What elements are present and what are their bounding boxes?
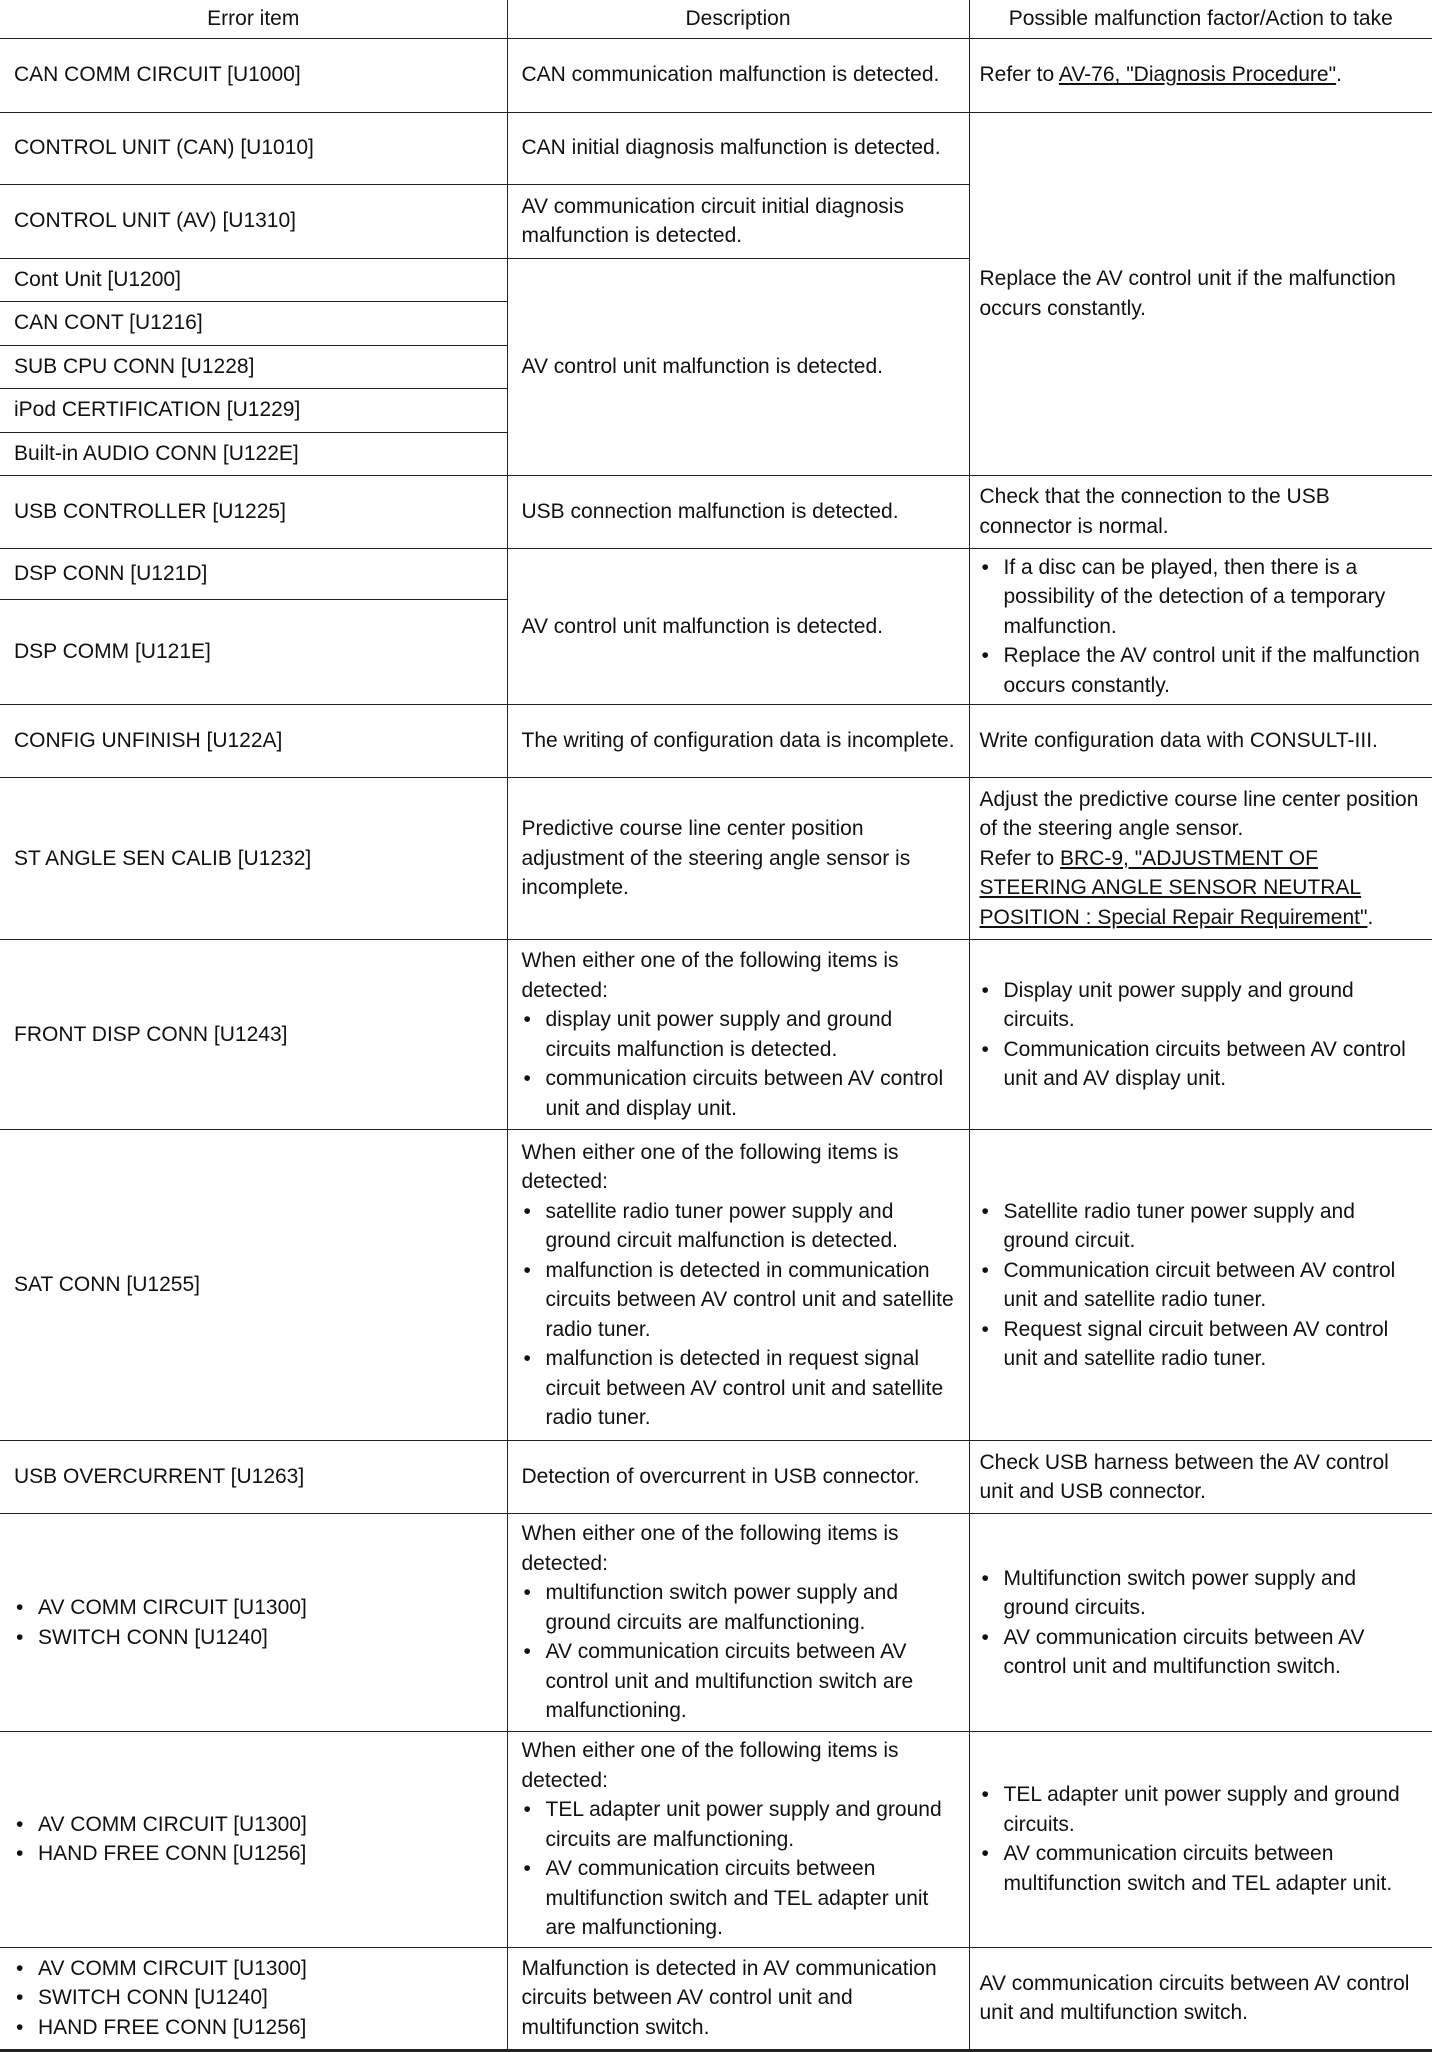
description-cell: Malfunction is detected in AV communication circuits between AV control unit and multifunction switch. — [507, 1947, 969, 2050]
error-item-cell: CONTROL UNIT (CAN) [U1010] — [0, 112, 507, 184]
error-item-cell: iPod CERTIFICATION [U1229] — [0, 388, 507, 432]
action-bullet-list — [980, 1780, 1427, 1898]
list-item: • satellite radio tuner power supply and ground circuit malfunction is detected. — [522, 1197, 963, 1256]
table-row — [0, 1130, 1432, 1441]
error-item-cell — [0, 1514, 507, 1732]
action-cell — [969, 1514, 1432, 1732]
list-item: • AV communication circuits between multifunction switch and TEL adapter unit are malfunctioning. — [522, 1854, 963, 1943]
list-item: • TEL adapter unit power supply and ground circuits. — [980, 1780, 1427, 1839]
table-row — [0, 38, 1432, 112]
table-row — [0, 940, 1432, 1130]
error-item-cell: Cont Unit [U1200] — [0, 258, 507, 301]
action-cell: AV communication circuits between AV control unit and multifunction switch. — [969, 1947, 1432, 2050]
description-cell — [507, 1732, 969, 1948]
description-cell — [507, 1130, 969, 1441]
action-bullet-list — [980, 976, 1427, 1094]
error-item-cell: USB CONTROLLER [U1225] — [0, 475, 507, 548]
table-row — [0, 112, 1432, 184]
list-item: • AV COMM CIRCUIT [U1300] — [14, 1810, 501, 1840]
table-row — [0, 778, 1432, 940]
error-item-bullet-list — [14, 1593, 501, 1652]
error-item-cell: DSP CONN [U121D] — [0, 548, 507, 600]
description-cell — [507, 1514, 969, 1732]
description-intro: When either one of the following items is detected: — [521, 949, 899, 1002]
error-item-cell: USB OVERCURRENT [U1263] — [0, 1441, 507, 1514]
description-bullet-list — [522, 1197, 963, 1433]
action-cell — [969, 1130, 1432, 1441]
list-item: • Communication circuit between AV control unit and satellite radio tuner. — [980, 1256, 1427, 1315]
action-cell: Write configuration data with CONSULT-III. — [969, 705, 1432, 778]
error-item-cell: DSP COMM [U121E] — [0, 600, 507, 705]
action-text: . — [1336, 63, 1342, 87]
list-item: • Communication circuits between AV control unit and AV display unit. — [980, 1035, 1427, 1094]
action-cell — [969, 778, 1432, 940]
description-cell: AV communication circuit initial diagnosis malfunction is detected. — [507, 184, 969, 258]
table-row — [0, 1947, 1432, 2050]
action-cell: Check USB harness between the AV control unit and USB connector. — [969, 1441, 1432, 1514]
error-item-cell: Built-in AUDIO CONN [U122E] — [0, 432, 507, 475]
error-item-cell: FRONT DISP CONN [U1243] — [0, 940, 507, 1130]
list-item: • HAND FREE CONN [U1256] — [14, 1839, 501, 1869]
header-description: Description — [507, 0, 969, 38]
error-item-bullet-list — [14, 1810, 501, 1869]
list-item: • Request signal circuit between AV control unit and satellite radio tuner. — [980, 1315, 1427, 1374]
error-item-cell: CAN CONT [U1216] — [0, 301, 507, 345]
header-row — [0, 0, 1432, 38]
error-item-cell: SUB CPU CONN [U1228] — [0, 345, 507, 388]
error-item-cell: CONTROL UNIT (AV) [U1310] — [0, 184, 507, 258]
action-cell — [969, 1732, 1432, 1948]
description-cell: USB connection malfunction is detected. — [507, 475, 969, 548]
list-item: • malfunction is detected in request signal circuit between AV control unit and satellite radio tuner. — [522, 1344, 963, 1433]
description-cell: Predictive course line center position adjustment of the steering angle sensor is incomplete. — [507, 778, 969, 940]
action-text: Refer to — [979, 846, 1061, 870]
description-cell: The writing of configuration data is incomplete. — [507, 705, 969, 778]
error-item-bullet-list — [14, 1954, 501, 2043]
action-bullet-list — [980, 553, 1427, 701]
list-item: • communication circuits between AV control unit and display unit. — [522, 1064, 963, 1123]
reference-link[interactable]: BRC-9, "ADJUSTMENT OF STEERING ANGLE SENSOR NEUTRAL POSITION : Special Repair Requirement" — [979, 846, 1368, 929]
action-text: Adjust the predictive course line center position of the steering angle sensor. — [979, 787, 1419, 841]
description-intro: When either one of the following items is detected: — [521, 1739, 899, 1792]
table-row — [0, 1441, 1432, 1514]
list-item: • multifunction switch power supply and ground circuits are malfunctioning. — [522, 1578, 963, 1637]
action-text: . — [1367, 905, 1374, 929]
description-cell: AV control unit malfunction is detected. — [507, 258, 969, 475]
header-action: Possible malfunction factor/Action to take — [969, 0, 1432, 38]
list-item: • AV communication circuits between AV control unit and multifunction switch are malfunctioning. — [522, 1637, 963, 1726]
list-item: • Satellite radio tuner power supply and ground circuit. — [980, 1197, 1427, 1256]
description-bullet-list — [522, 1005, 963, 1123]
list-item: • AV communication circuits between AV control unit and multifunction switch. — [980, 1623, 1427, 1682]
list-item: • Replace the AV control unit if the malfunction occurs constantly. — [980, 641, 1427, 700]
table-row — [0, 548, 1432, 600]
action-text: Refer to — [979, 63, 1059, 87]
list-item: • AV communication circuits between multifunction switch and TEL adapter unit. — [980, 1839, 1427, 1898]
list-item: • Display unit power supply and ground circuits. — [980, 976, 1427, 1035]
action-cell — [969, 38, 1432, 112]
list-item: • SWITCH CONN [U1240] — [14, 1983, 501, 2013]
error-item-cell: ST ANGLE SEN CALIB [U1232] — [0, 778, 507, 940]
list-item: • display unit power supply and ground circuits malfunction is detected. — [522, 1005, 963, 1064]
description-cell: CAN initial diagnosis malfunction is detected. — [507, 112, 969, 184]
list-item: • SWITCH CONN [U1240] — [14, 1623, 501, 1653]
error-item-cell — [0, 1732, 507, 1948]
list-item: • AV COMM CIRCUIT [U1300] — [14, 1954, 501, 1984]
list-item: • HAND FREE CONN [U1256] — [14, 2013, 501, 2043]
reference-link[interactable]: AV-76, "Diagnosis Procedure" — [1058, 63, 1337, 87]
header-error-item: Error item — [0, 0, 507, 38]
action-cell — [969, 940, 1432, 1130]
description-bullet-list — [522, 1795, 963, 1943]
description-cell — [507, 940, 969, 1130]
action-cell-replace-unit: Replace the AV control unit if the malfunction occurs constantly. — [969, 112, 1432, 475]
description-intro: When either one of the following items is detected: — [521, 1140, 899, 1193]
error-item-cell: SAT CONN [U1255] — [0, 1130, 507, 1441]
description-cell: CAN communication malfunction is detected. — [507, 38, 969, 112]
error-item-cell — [0, 1947, 507, 2050]
action-cell: Check that the connection to the USB connector is normal. — [969, 475, 1432, 548]
error-item-cell: CAN COMM CIRCUIT [U1000] — [0, 38, 507, 112]
description-bullet-list — [522, 1578, 963, 1726]
list-item: • If a disc can be played, then there is a possibility of the detection of a temporary malfunction. — [980, 553, 1427, 642]
list-item: • malfunction is detected in communication circuits between AV control unit and satellite radio tuner. — [522, 1256, 963, 1345]
list-item: • Multifunction switch power supply and ground circuits. — [980, 1564, 1427, 1623]
table-row — [0, 1732, 1432, 1948]
action-bullet-list — [980, 1564, 1427, 1682]
action-cell — [969, 548, 1432, 705]
table-row — [0, 475, 1432, 548]
list-item: • TEL adapter unit power supply and ground circuits are malfunctioning. — [522, 1795, 963, 1854]
description-cell: Detection of overcurrent in USB connector. — [507, 1441, 969, 1514]
error-item-cell: CONFIG UNFINISH [U122A] — [0, 705, 507, 778]
table-row — [0, 1514, 1432, 1732]
description-cell: AV control unit malfunction is detected. — [507, 548, 969, 705]
list-item: • AV COMM CIRCUIT [U1300] — [14, 1593, 501, 1623]
description-intro: When either one of the following items is detected: — [521, 1522, 899, 1575]
table-row — [0, 705, 1432, 778]
action-bullet-list — [980, 1197, 1427, 1374]
